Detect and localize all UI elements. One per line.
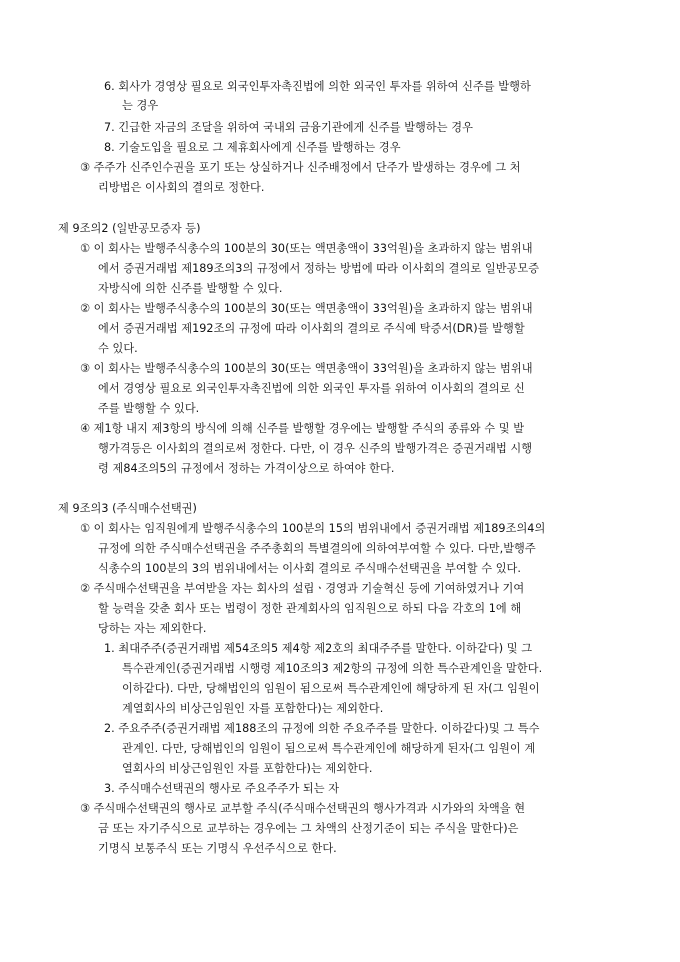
item-line: 2. 주요주주(증권거래법 제188조의 규정에 의한 주요주주를 말한다. 이하같다)및 그 특수	[104, 722, 540, 735]
para-line: 행가격등은 이사회의 결의로써 정한다. 다만, 이 경우 신주의 발행가격은 증권거래법 시행	[98, 442, 533, 455]
item-7: 7. 긴급한 자금의 조달을 위하여 국내외 금융기관에게 신주를 발행하는 경우	[104, 121, 473, 134]
article-9-2-heading: 제 9조의2 (일반공모증자 등)	[58, 222, 201, 235]
para-line: ① 이 회사는 발행주식총수의 100분의 30(또는 액면총액이 33억원)을 초과하지 않는 범위내	[80, 242, 533, 255]
para-line: ③ 주식매수선택권의 행사로 교부할 주식(주식매수선택권의 행사가격과 시가와의 차액을 현	[80, 802, 526, 815]
item-line: 관계인. 다만, 당해법인의 임원이 됨으로써 특수관계인에 해당하게 된자(그 임원이 계	[122, 742, 536, 755]
para-line: 기명식 보통주식 또는 기명식 우선주식으로 한다.	[98, 842, 337, 855]
para-line: 규정에 의한 주식매수선택권을 주주총회의 특별결의에 의하여부여할 수 있다. 다만,발행주	[98, 542, 536, 555]
item-line: 열회사의 비상근임원인 자를 포함한다)는 제외한다.	[122, 762, 373, 775]
item-line: 1. 최대주주(증권거래법 제54조의5 제4항 제2호의 최대주주를 말한다. 이하같다) 및 그	[104, 642, 533, 655]
item-line: 이하같다). 다만, 당해법인의 임원이 됨으로써 특수관계인에 해당하게 된 자(그 임원이	[122, 682, 540, 695]
para-line: ② 이 회사는 발행주식총수의 100분의 30(또는 액면총액이 33억원)을 초과하지 않는 범위내	[80, 302, 533, 315]
para-line: 에서 증권거래법 제192조의 규정에 따라 이사회의 결의로 주식예 탁증서(DR)를 발행할	[98, 322, 525, 335]
paragraph-3-line-1: ③ 주주가 신주인수권을 포기 또는 상실하거나 신주배정에서 단주가 발생하는 경우에 그 처	[80, 161, 521, 174]
item-line: 계열회사의 비상근임원인 자를 포함한다)는 제외한다.	[122, 702, 384, 715]
para-line: 주를 발행할 수 있다.	[98, 402, 200, 415]
item-line: 특수관계인(증권거래법 시행령 제10조의3 제2항의 규정에 의한 특수관계인을 말한다.	[122, 662, 543, 675]
item-8: 8. 기술도입을 필요로 그 제휴회사에게 신주를 발행하는 경우	[104, 141, 401, 154]
para-line: 에서 증권거래법 제189조의3의 규정에서 정하는 방법에 따라 이사회의 결의로 일반공모증	[98, 262, 540, 275]
para-line: ② 주식매수선택권을 부여받을 자는 회사의 설립ㆍ경영과 기술혁신 등에 기여하였거나 기여	[80, 582, 525, 595]
para-line: ③ 이 회사는 발행주식총수의 100분의 30(또는 액면총액이 33억원)을 초과하지 않는 범위내	[80, 362, 533, 375]
para-line: 당하는 자는 제외한다.	[98, 622, 207, 635]
para-line: 수 있다.	[98, 342, 138, 355]
item-6-line-1: 6. 회사가 경영상 필요로 외국인투자촉진법에 의한 외국인 투자를 위하여 신주를 발행하	[104, 80, 531, 93]
para-line: 자방식에 의한 신주를 발행할 수 있다.	[98, 282, 283, 295]
item-6-line-2: 는 경우	[122, 99, 159, 112]
paragraph-3-line-2: 리방법은 이사회의 결의로 정한다.	[98, 181, 265, 194]
para-line: 령 제84조의5의 규정에서 정하는 가격이상으로 하여야 한다.	[98, 462, 395, 475]
para-line: 에서 경영상 필요로 외국인투자촉진법에 의한 외국인 투자를 위하여 이사회의 결의로 신	[98, 382, 525, 395]
para-line: 할 능력을 갖춘 회사 또는 법령이 정한 관계회사의 임직원으로 하되 다음 각호의 1에 해	[98, 602, 522, 615]
para-line: ④ 제1항 내지 제3항의 방식에 의해 신주를 발행할 경우에는 발행할 주식의 종류와 수 및 발	[80, 422, 525, 435]
article-9-3-item-3: 3. 주식매수선택권의 행사로 주요주주가 되는 자	[104, 782, 340, 795]
para-line: ① 이 회사는 임직원에게 발행주식총수의 100분의 15의 범위내에서 증권거래법 제189조의4의	[80, 522, 546, 535]
article-9-3-heading: 제 9조의3 (주식매수선택권)	[58, 502, 197, 515]
para-line: 금 또는 자기주식으로 교부하는 경우에는 그 차액의 산정기준이 되는 주식을 말한다)은	[98, 822, 519, 835]
para-line: 식총수의 100분의 3의 범위내에서는 이사회 결의로 주식매수선택권을 부여할 수 있다.	[98, 562, 522, 575]
